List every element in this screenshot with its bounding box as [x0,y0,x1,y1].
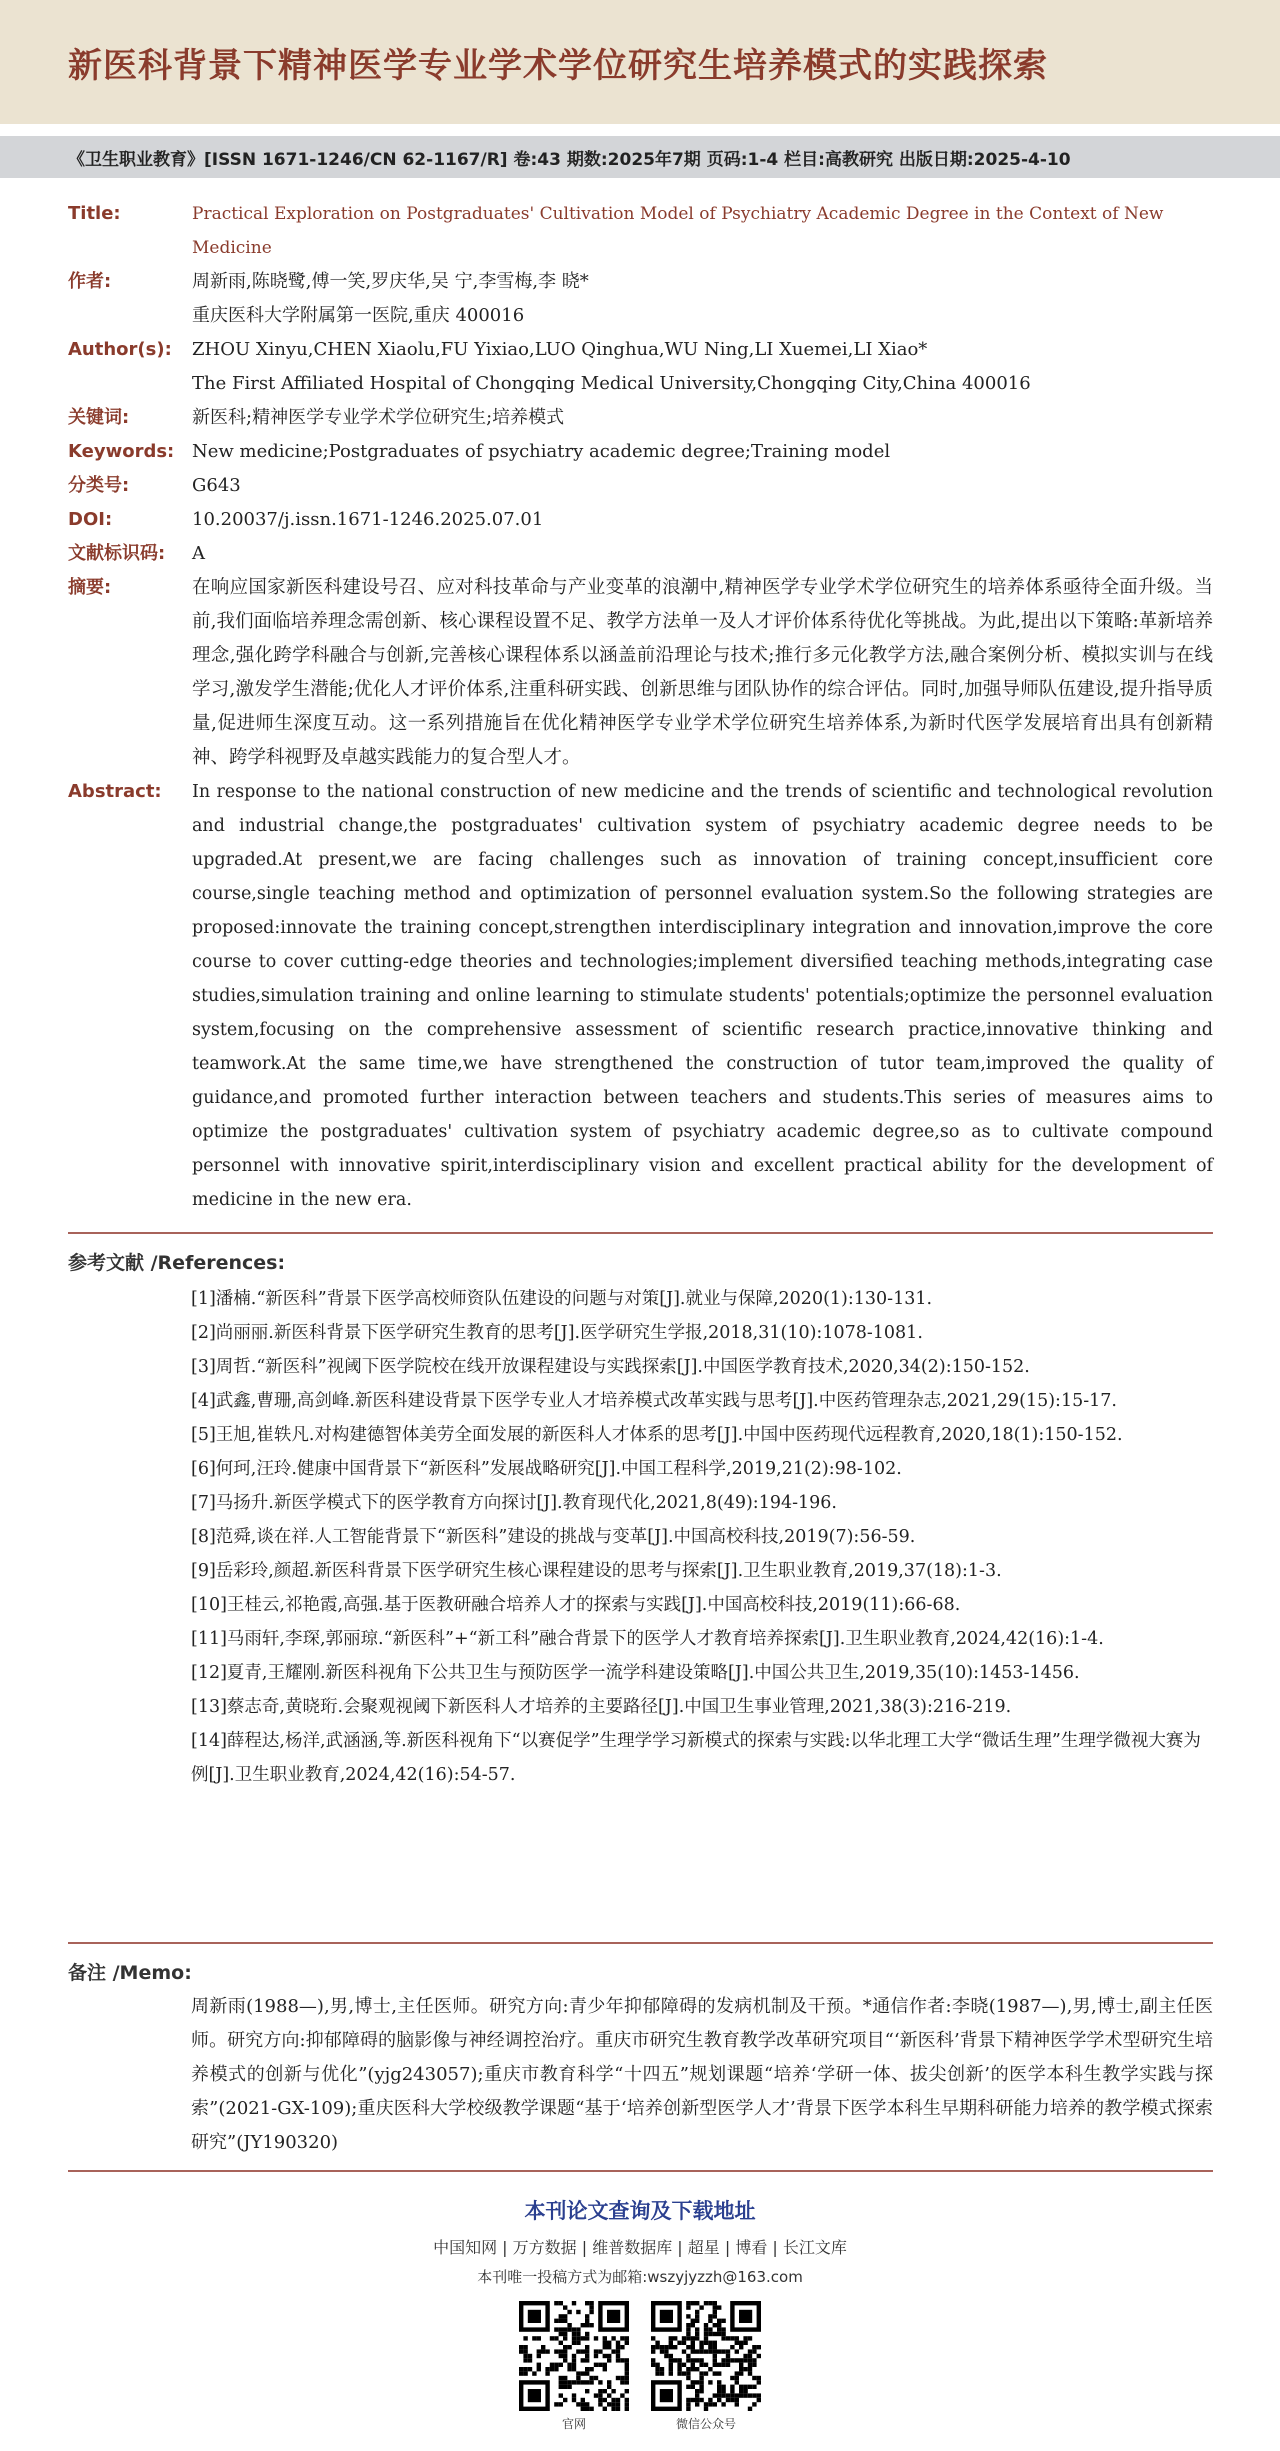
reference-item: [11]马雨轩,李琛,郭丽琼.“新医科”+“新工科”融合背景下的医学人才教育培养探索[J].卫生职业教育,2024,42(16):1-4. [191,1629,1104,1649]
doi-row [68,503,1213,537]
reference-item: [2]尚丽丽.新医科背景下医学研究生教育的思考[J].医学研究生学报,2018,31(10):1078-1081. [191,1323,923,1343]
keywords-en-row [68,435,1213,469]
references-list [191,1282,1213,1792]
page-title: 新医科背景下精神医学专业学术学位研究生培养模式的实践探索 [68,45,1048,86]
abstract-zh-label: 摘要: [68,577,112,598]
journal-info: 《卫生职业教育》[ISSN 1671-1246/CN 62-1167/R] 卷:43 期数:2025年7期 页码:1-4 栏目:高教研究 出版日期:2025-4-10 [68,149,1071,170]
reference-item: [1]潘楠.“新医科”背景下医学高校师资队伍建设的问题与对策[J].就业与保障,2020(1):130-131. [191,1289,933,1309]
reference-item: [13]蔡志奇,黄晓珩.会聚观视阈下新医科人才培养的主要路径[J].中国卫生事业管理,2021,38(3):216-219. [191,1697,1012,1717]
divider-footer [68,2170,1213,2172]
reference-item: [6]何珂,汪玲.健康中国背景下“新医科”发展战略研究[J].中国工程科学,2019,21(2):98-102. [191,1459,902,1479]
qr-website[interactable] [519,2301,629,2432]
doc-code-label: 文献标识码: [68,543,166,564]
authors-en: ZHOU Xinyu,CHEN Xiaolu,FU Yixiao,LUO Qinghua,WU Ning,LI Xuemei,LI Xiao* [192,339,928,360]
qr-website-caption: 官网 [561,2417,586,2431]
affiliation-zh: 重庆医科大学附属第一医院,重庆 400016 [192,305,525,326]
keywords-en: New medicine;Postgraduates of psychiatry academic degree;Training model [192,441,891,462]
class-number: G643 [192,475,241,496]
database-sites: 中国知网 | 万方数据 | 维普数据库 | 超星 | 博看 | 长江文库 [433,2238,847,2257]
class-row [68,469,1213,503]
keywords-zh: 新医科;精神医学专业学术学位研究生;培养模式 [192,407,565,428]
doi-label: DOI: [68,509,113,530]
title-en: Practical Exploration on Postgraduates' Cultivation Model of Psychiatry Academic Degree in the Context of New Medicine [192,204,1164,258]
qr-code-icon [519,2301,629,2411]
authors-en-row [68,333,1213,367]
qr-wechat[interactable] [651,2301,761,2432]
divider-memo [68,1942,1213,1944]
reference-item: [9]岳彩玲,颜超.新医科背景下医学研究生核心课程建设的思考与探索[J].卫生职业教育,2019,37(18):1-3. [191,1561,1002,1581]
affiliation-zh-row [68,299,1213,333]
affiliation-en: The First Affiliated Hospital of Chongqing Medical University,Chongqing City,China 400016 [192,373,1031,394]
title-en-row [68,197,1213,265]
footer [0,2195,1280,2432]
divider-references [68,1232,1213,1234]
abstract-zh: 在响应国家新医科建设号召、应对科技革命与产业变革的浪潮中,精神医学专业学术学位研究生的培养体系亟待全面升级。当前,我们面临培养理念需创新、核心课程设置不足、教学方法单一及人才评价体系待优化等挑战。为此,提出以下策略:革新培养理念,强化跨学科融合与创新,完善核心课程体系以涵盖前沿理论与技术;推行多元化教学方法,融合案例分析、模拟实训与在线学习,激发学生潜能;优化人才评价体系,注重科研实践、创新思维与团队协作的综合评估。同时,加强导师队伍建设,提升指导质量,促进师生深度互动。这一系列措施旨在优化精神医学专业学术学位研究生培养体系,为新时代医学发展培育出具有创新精神、跨学科视野及卓越实践能力的复合型人才。 [192,577,1213,768]
affiliation-en-row [68,367,1213,401]
title-en-label: Title: [68,203,121,224]
reference-item: [7]马扬升.新医学模式下的医学教育方向探讨[J].教育现代化,2021,8(49):194-196. [191,1493,837,1513]
journal-info-bar [0,136,1280,178]
footer-title: 本刊论文查询及下载地址 [524,2199,756,2223]
doc-code: A [192,543,205,564]
abstract-en-row [68,775,1213,1217]
qr-code-icon [651,2301,761,2411]
reference-item: [8]范舜,谈在祥.人工智能背景下“新医科”建设的挑战与变革[J].中国高校科技,2019(7):56-59. [191,1527,916,1547]
title-band [0,0,1280,124]
abstract-zh-row [68,571,1213,775]
references-heading: 参考文献 /References: [68,1252,286,1274]
abstract-en-label: Abstract: [68,781,162,802]
qr-codes [0,2301,1280,2432]
authors-en-label: Author(s): [68,339,172,360]
reference-item: [4]武鑫,曹珊,高剑峰.新医科建设背景下医学专业人才培养模式改革实践与思考[J].中医药管理杂志,2021,29(15):15-17. [191,1391,1117,1411]
memo-heading: 备注 /Memo: [68,1962,192,1984]
abstract-en: In response to the national construction of new medicine and the trends of scientific and technological revolution and industrial change,the postgraduates' cultivation system of psychiatry academic degree needs to be upgraded.At present,we are facing challenges such as innovation of training concept,insufficient core course,single teaching method and optimization of personnel evaluation system.So the following strategies are proposed:innovate the training concept,strengthen interdisciplinary integration and innovation,improve the core course to cover cutting-edge theories and technologies;implement diversified teaching methods,integrating case studies,simulation training and online learning to stimulate students' potentials;optimize the personnel evaluation system,focusing on the comprehensive assessment of scientific research practice,innovative thinking and teamwork.At the same time,we have strengthened the construction of tutor team,improved the quality of guidance,and promoted further interaction between teachers and students.This series of measures aims to optimize the postgraduates' cultivation system of psychiatry academic degree,so as to cultivate compound personnel with innovative spirit,interdisciplinary vision and excellent practical ability for the development of medicine in the new era. [192,782,1213,1210]
keywords-zh-label: 关键词: [68,407,130,428]
class-label: 分类号: [68,475,130,496]
authors-zh: 周新雨,陈晓鹭,傅一笑,罗庆华,吴 宁,李雪梅,李 晓* [192,271,589,292]
reference-item: [10]王桂云,祁艳霞,高强.基于医教研融合培养人才的探索与实践[J].中国高校科技,2019(11):66-68. [191,1595,961,1615]
doi-value[interactable]: 10.20037/j.issn.1671-1246.2025.07.01 [192,509,544,530]
reference-item: [5]王旭,崔轶凡.对构建德智体美劳全面发展的新医科人才体系的思考[J].中国中医药现代远程教育,2020,18(1):150-152. [191,1425,1123,1445]
reference-item: [12]夏青,王耀刚.新医科视角下公共卫生与预防医学一流学科建设策略[J].中国公共卫生,2019,35(10):1453-1456. [191,1663,1080,1683]
authors-zh-label: 作者: [68,271,112,292]
authors-zh-row [68,265,1213,299]
keywords-en-label: Keywords: [68,441,175,462]
reference-item: [14]薛程达,杨洋,武涵涵,等.新医科视角下“以赛促学”生理学学习新模式的探索与实践:以华北理工大学“微话生理”生理学微视大赛为例[J].卫生职业教育,2024,42(16):54-57. [191,1731,1201,1785]
reference-item: [3]周哲.“新医科”视阈下医学院校在线开放课程建设与实践探索[J].中国医学教育技术,2020,34(2):150-152. [191,1357,1030,1377]
qr-wechat-caption: 微信公众号 [675,2417,736,2431]
article-meta [68,197,1213,1217]
memo-text: 周新雨(1988—),男,博士,主任医师。研究方向:青少年抑郁障碍的发病机制及干预。*通信作者:李晓(1987—),男,博士,副主任医师。研究方向:抑郁障碍的脑影像与神经调控治疗。重庆市研究生教育教学改革研究项目“‘新医科’背景下精神医学学术型研究生培养模式的创新与优化”(yjg243057);重庆市教育科学“十四五”规划课题“培养‘学研一体、拔尖创新’的医学本科生教学实践与探索”(2021-GX-109);重庆医科大学校级教学课题“基于‘培养创新型医学人才’背景下医学本科生早期科研能力培养的教学模式探索研究”(JY190320) [191,1996,1213,2153]
submission-email: 本刊唯一投稿方式为邮箱:wszyjyzzh@163.com [477,2268,803,2286]
doc-code-row [68,537,1213,571]
keywords-zh-row [68,401,1213,435]
